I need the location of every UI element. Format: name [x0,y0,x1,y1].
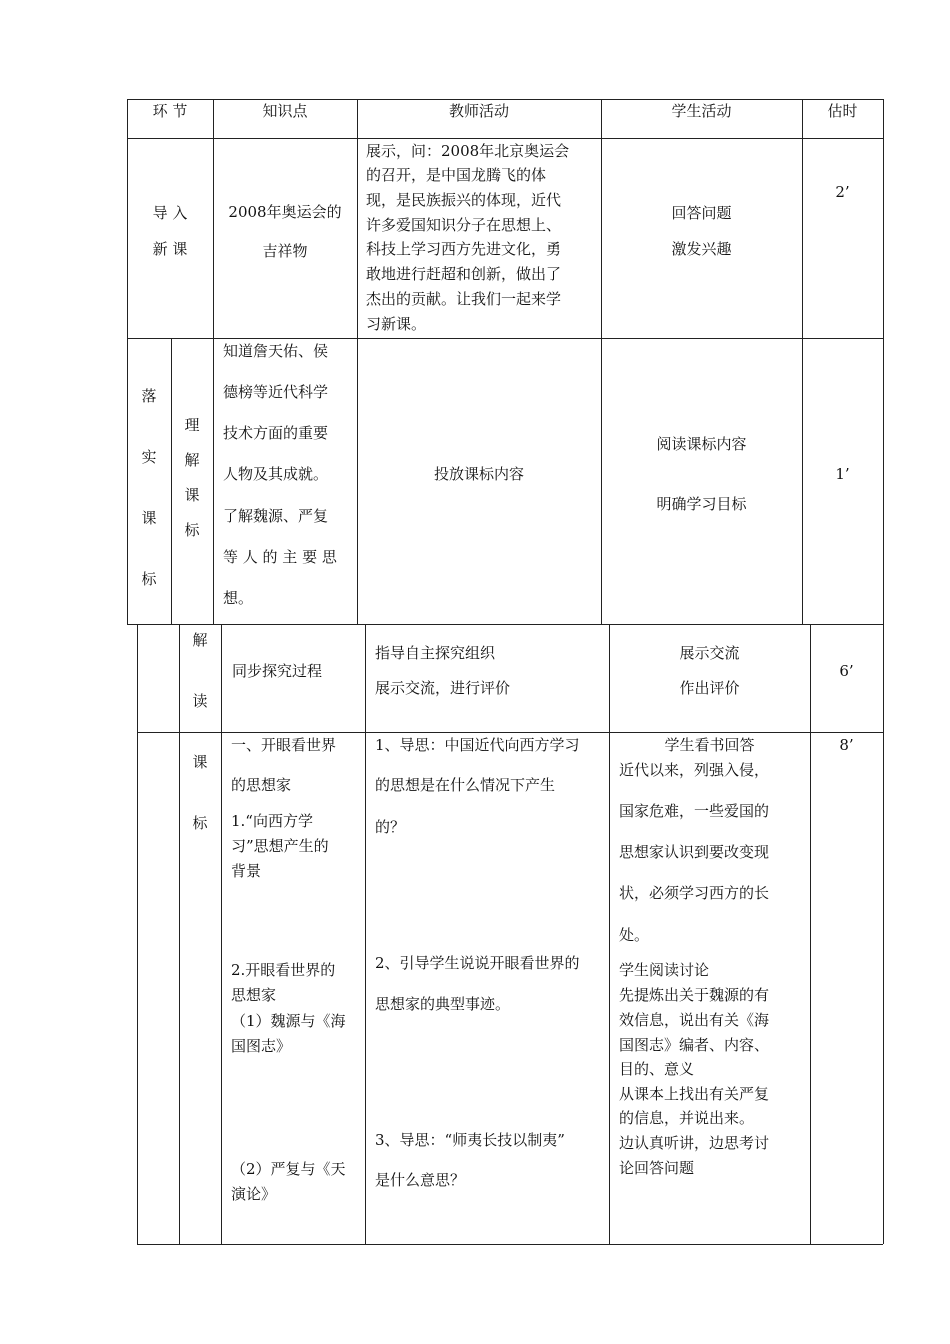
header-time: 估时 [827,102,858,120]
content-knowledge-line: （1）魏源与《海 [231,1012,346,1030]
content-teacher-line: 2、引导学生说说开眼看世界的 [375,954,580,972]
standard-section-char: 实 [141,448,157,466]
explore-student-line2: 作出评价 [679,679,740,697]
intro-row-bottom-border [127,338,883,339]
content-teacher-line: 思想家的典型事迹。 [375,995,511,1013]
explore-time: 6’ [839,662,854,680]
standard-section-vertical [139,385,159,589]
content-student-line: 的信息，并说出来。 [619,1109,755,1127]
lower-col-right-border [883,624,884,1244]
standard-student-line1: 阅读课标内容 [656,435,747,453]
intro-knowledge-line2: 吉祥物 [262,242,308,260]
lower-table-bottom-border [137,1244,883,1245]
intro-teacher-line: 杰出的贡献。让我们一起来学 [366,290,562,308]
intro-teacher-line: 的召开，是中国龙腾飞的体 [366,166,547,184]
intro-student-line2: 激发兴趣 [671,240,732,258]
lower-col-left-border [137,624,138,1244]
explore-student-line1: 展示交流 [679,644,740,662]
intro-teacher-line: 敢地进行赶超和创新，做出了 [366,265,562,283]
content-student-line: 状，必须学习西方的长 [619,884,770,902]
content-student-line: 论回答问题 [619,1159,695,1177]
lower-col-student-border [609,624,610,1244]
standard-section-char: 标 [141,570,157,588]
standard-sub-char: 解 [184,451,200,469]
content-student-line: 目的、意义 [619,1060,695,1078]
content-knowledge-line: 2.开眼看世界的 [231,961,336,979]
standard-sub-char: 标 [184,521,200,539]
explore-knowledge: 同步探究过程 [232,662,323,680]
content-student-line: 边认真听讲，边思考讨 [619,1134,770,1152]
standard-knowledge-line: 知道詹天佑、侯 [223,342,329,360]
standard-time: 1’ [835,465,850,483]
explore-sub-char: 读 [192,692,208,710]
content-knowledge-line: 习”思想产生的 [231,837,329,855]
content-student-line: 处。 [619,926,650,944]
content-student-line: 先提炼出关于魏源的有 [619,986,770,1004]
intro-student-line1: 回答问题 [671,204,732,222]
standard-sub-char: 课 [184,486,200,504]
intro-teacher-line: 科技上学习西方先进文化，勇 [366,240,562,258]
intro-teacher-line: 习新课。 [366,315,427,333]
content-teacher-line: 1、导思：中国近代向西方学习 [375,736,580,754]
col-right-border [883,99,884,624]
content-knowledge-line: （2）严复与《天 [231,1160,346,1178]
col-teacher-border [357,99,358,624]
col-student-border [601,99,602,624]
content-student-line: 国家危难，一些爱国的 [619,802,770,820]
content-knowledge-line: 一、开眼看世界 [231,736,337,754]
standard-teacher: 投放课标内容 [433,465,524,483]
header-knowledge: 知识点 [262,102,308,120]
content-student-line: 学生看书回答 [664,736,755,754]
content-student-line: 学生阅读讨论 [619,961,710,979]
intro-teacher-line: 许多爱国知识分子在思想上、 [366,216,562,234]
content-student-line: 效信息，说出有关《海 [619,1011,770,1029]
content-teacher-line: 的思想是在什么情况下产生 [375,776,556,794]
standard-section-char: 落 [141,387,157,405]
lower-col-knowledge-border [221,624,222,1244]
explore-teacher-line1: 指导自主探究组织 [375,644,496,662]
explore-row-bottom-border [137,732,883,733]
intro-time: 2’ [835,183,850,201]
content-knowledge-line: 思想家 [231,986,277,1004]
content-student-line: 从课本上找出有关严复 [619,1085,770,1103]
explore-sub-vertical [190,629,210,833]
lower-col-teacher-border [365,624,366,1244]
upper-table-bottom-border [127,624,883,625]
content-teacher-line: 是什么意思？ [375,1171,466,1189]
standard-knowledge-line: 了解魏源、严复 [223,507,329,525]
content-student-line: 国图志》编者、内容、 [619,1036,770,1054]
standard-sub-char: 理 [184,416,200,434]
content-time: 8’ [839,736,854,754]
col-knowledge-border [213,99,214,624]
standard-knowledge-line: 想。 [223,589,254,607]
content-student-line: 近代以来，列强入侵， [619,761,770,779]
standard-knowledge-line: 等 人 的 主 要 思 [223,548,337,566]
standard-knowledge-line: 人物及其成就。 [223,465,329,483]
content-knowledge-line: 国图志》 [231,1037,292,1055]
standard-knowledge-line: 技术方面的重要 [223,424,329,442]
standard-section-char: 课 [141,509,157,527]
explore-teacher-line2: 展示交流，进行评价 [375,679,511,697]
col-left-border [127,99,128,624]
table-top-border [127,99,883,100]
header-student: 学生活动 [671,102,732,120]
intro-section-line2: 新 课 [152,240,188,258]
content-student-line: 思想家认识到要改变现 [619,843,770,861]
intro-teacher-line: 现，是民族振兴的体现，近代 [366,191,562,209]
content-teacher-line: 3、导思：“师夷长技以制夷” [375,1131,565,1149]
intro-knowledge-line1: 2008年奥运会的 [228,203,342,221]
intro-section-line1: 导 入 [152,204,188,222]
content-knowledge-line: 背景 [231,862,262,880]
header-section: 环 节 [152,102,188,120]
intro-teacher-line: 展示，问：2008年北京奥运会 [366,142,570,160]
header-teacher: 教师活动 [448,102,509,120]
standard-student-line2: 明确学习目标 [656,495,747,513]
content-knowledge-line: 演论》 [231,1185,277,1203]
content-teacher-line: 的？ [375,818,406,836]
standard-sub-vertical [182,414,202,540]
header-bottom-border [127,138,883,139]
standard-knowledge-line: 德榜等近代科学 [223,383,329,401]
content-knowledge-line: 的思想家 [231,776,292,794]
lower-col-sub-divider [179,624,180,1244]
content-knowledge-line: 1.“向西方学 [231,812,313,830]
explore-sub-char: 解 [192,631,208,649]
explore-sub-char: 课 [192,753,208,771]
explore-sub-char: 标 [192,814,208,832]
lower-col-time-border [810,624,811,1244]
col-sub-divider [171,338,172,624]
col-time-border [802,99,803,624]
